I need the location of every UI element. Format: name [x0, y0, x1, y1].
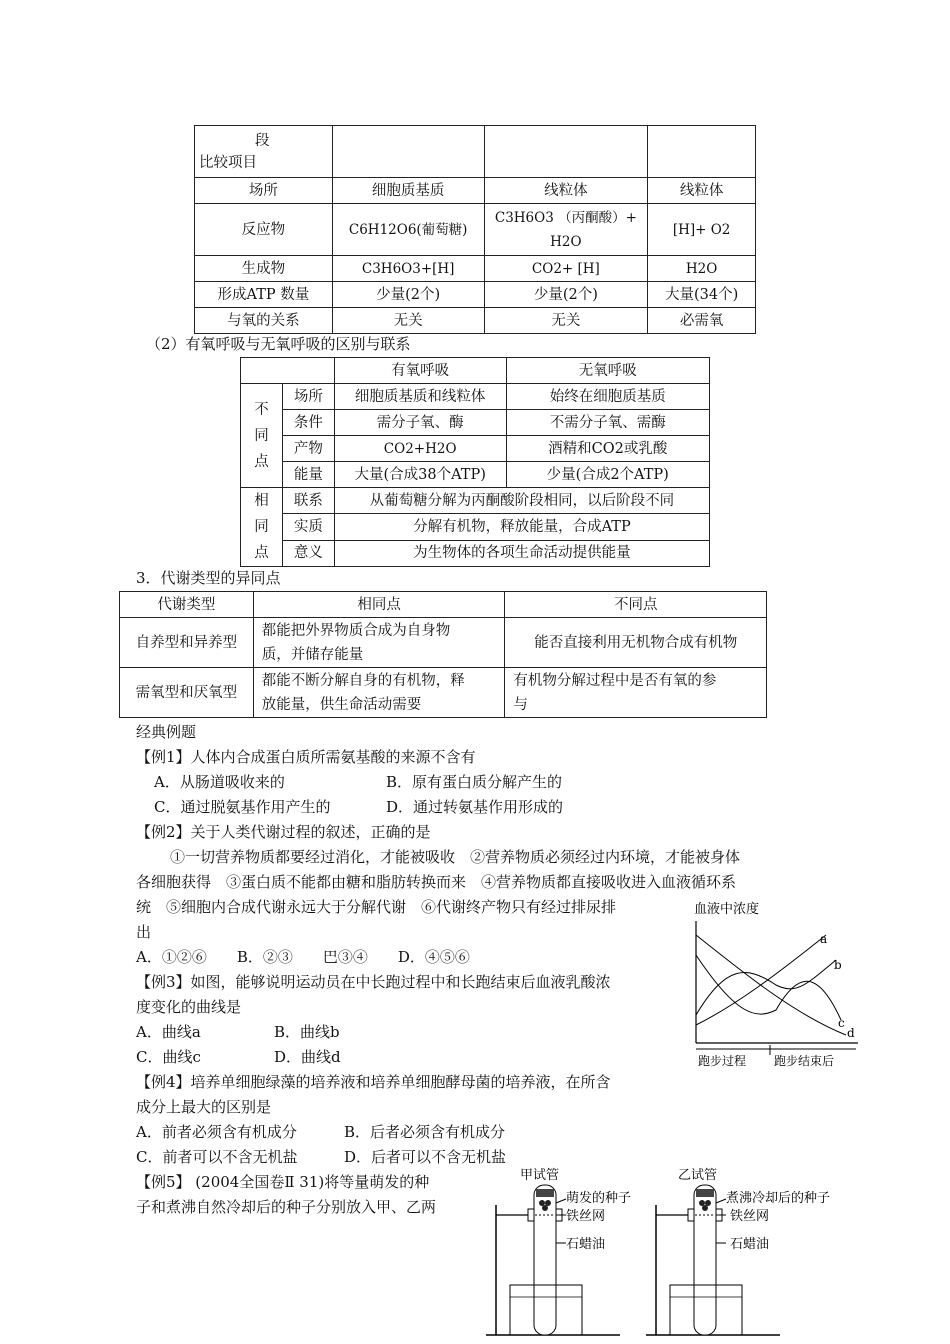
example1-question: 【例1】人体内合成蛋白质所需氨基酸的来源不含有 [136, 748, 476, 766]
row-label: 产物 [282, 436, 334, 462]
example3-option-c: C．曲线c [136, 1048, 201, 1066]
example4-line1: 【例4】培养单细胞绿藻的培养液和培养单细胞酵母菌的培养液，在所含 [136, 1073, 611, 1091]
table-cell: 不需分子氧、需酶 [506, 410, 709, 436]
example1-option-b: B．原有蛋白质分解产生的 [386, 773, 563, 791]
table-row [241, 540, 710, 566]
tube-left-mesh-label: 铁丝网 [566, 1209, 606, 1224]
example2-line3: 统 ⑤细胞内合成代谢永远大于分解代谢 ⑥代谢终产物只有经过排尿排 [136, 898, 617, 916]
example5-line2: 子和煮沸自然冷却后的种子分别放入甲、乙两 [136, 1198, 437, 1216]
table-corner-cell [195, 126, 333, 178]
seed [705, 1200, 711, 1206]
row-label: 条件 [282, 410, 334, 436]
example5-line1: 【例5】 (2004全国卷Ⅱ 31)将等量萌发的种 [136, 1173, 430, 1191]
table-row [241, 514, 710, 540]
corner-top-label: 段 [255, 132, 270, 149]
x-label-after: 跑步结束后 [774, 1054, 835, 1068]
example1-option-d: D．通过转氨基作用形成的 [386, 798, 564, 816]
table-row [195, 308, 756, 334]
header-aerobic: 有氧呼吸 [334, 358, 506, 384]
table-cell: 细胞质基质 [332, 178, 484, 204]
tube-right-oil-label: 石蜡油 [730, 1237, 770, 1252]
table-cell: 线粒体 [484, 178, 648, 204]
table-cell: 细胞质基质和线粒体 [334, 384, 506, 410]
header-cell: 相同点 [253, 592, 505, 618]
example4-option-a: A．前者必须含有机成分 [136, 1123, 297, 1141]
row-label: 意义 [282, 540, 334, 566]
metabolism-type-table [119, 591, 767, 718]
table-row [241, 384, 710, 410]
cell-line: 都能不断分解自身的有机物，释 [261, 672, 465, 689]
leader-seed [556, 1199, 566, 1203]
curve-a [696, 935, 826, 1025]
table-cell: 始终在细胞质基质 [506, 384, 709, 410]
row-label: 需氧型和厌氧型 [120, 668, 254, 718]
curve-b [696, 960, 836, 1015]
curve-label-d: d [847, 1026, 855, 1040]
table-cell: 从葡萄糖分解为丙酮酸阶段相同，以后阶段不同 [334, 488, 709, 514]
example1-option-c: C．通过脱氨基作用产生的 [154, 798, 331, 816]
curve-label-c: c [838, 1016, 845, 1030]
group-char: 点 [254, 453, 269, 470]
table-cell: 大量(合成38个ATP) [334, 462, 506, 488]
table-row [120, 618, 767, 668]
cell-line: H2O [550, 233, 582, 250]
table-cell: C6H12O6(葡萄糖) [332, 204, 484, 256]
row-label: 与氧的关系 [195, 308, 333, 334]
example3-option-a: A．曲线a [136, 1023, 201, 1041]
test-tube-diagrams [480, 1165, 880, 1340]
example4-option-d: D．后者可以不含无机盐 [344, 1148, 507, 1166]
aerobic-anaerobic-table [240, 357, 710, 567]
example4-option-c: C．前者可以不含无机盐 [136, 1148, 298, 1166]
tube-right-title: 乙试管 [678, 1168, 718, 1183]
table-row [241, 436, 710, 462]
table-row [241, 462, 710, 488]
tube-stopper [696, 1189, 714, 1197]
seed [539, 1200, 545, 1206]
table-cell: 大量(34个) [648, 282, 756, 308]
table-cell: CO2+ [H] [484, 256, 648, 282]
seed [545, 1200, 551, 1206]
header-anaerobic: 无氧呼吸 [506, 358, 709, 384]
table-cell: 酒精和CO2或乳酸 [506, 436, 709, 462]
curve-label-a: a [820, 932, 828, 946]
curve-c [696, 955, 841, 1020]
group-same-label [241, 488, 283, 567]
row-label: 形成ATP 数量 [195, 282, 333, 308]
table-cell: [H]+ O2 [648, 204, 756, 256]
table-cell: 需分子氧、酶 [334, 410, 506, 436]
example2-line1: ①一切营养物质都要经过消化，才能被吸收 ②营养物质必须经过内环境，才能被身体 [170, 848, 741, 866]
example3-line1: 【例3】如图，能够说明运动员在中长跑过程中和长跑结束后血液乳酸浓 [136, 973, 611, 991]
row-label: 联系 [282, 488, 334, 514]
cell-line: 有机物分解过程中是否有氧的参 [513, 672, 717, 689]
table-row [195, 204, 756, 256]
section2-title: （2）有氧呼吸与无氧呼吸的区别与联系 [146, 335, 411, 353]
table-cell [505, 668, 767, 718]
table-cell: 分解有机物，释放能量，合成ATP [334, 514, 709, 540]
table-cell: 少量(合成2个ATP) [506, 462, 709, 488]
table-cell: 必需氧 [648, 308, 756, 334]
table-cell: 为生物体的各项生命活动提供能量 [334, 540, 709, 566]
cell-line: 质，并储存能量 [261, 646, 364, 663]
table-cell: CO2+H2O [334, 436, 506, 462]
stage2-header [484, 126, 648, 178]
cell-line: 放能量，供生命活动需要 [261, 696, 422, 713]
cell-line: C3H6O3 （丙酮酸）+ [494, 209, 637, 226]
row-label: 能量 [282, 462, 334, 488]
example3-line2: 度变化的曲线是 [136, 998, 242, 1016]
group-char: 点 [254, 545, 269, 561]
tube-left-oil-label: 石蜡油 [566, 1237, 606, 1252]
leader-seed [716, 1199, 726, 1203]
tube-right [646, 1168, 830, 1335]
lactic-acid-graph [686, 895, 866, 1075]
example2-line2: 各细胞获得 ③蛋白质不能都由糖和脂肪转换而来 ④营养物质都直接吸收进入血液循环系 [136, 873, 737, 891]
stage1-header [332, 126, 484, 178]
table-cell [484, 204, 648, 256]
example2-options: A．①②⑥ B．②③ 巴③④ D．④⑤⑥ [136, 948, 470, 966]
tube-right-seed-label: 煮沸冷却后的种子 [726, 1191, 831, 1206]
tube-right-mesh-label: 铁丝网 [730, 1209, 770, 1224]
row-label: 生成物 [195, 256, 333, 282]
row-label: 自养型和异养型 [120, 618, 254, 668]
cell-line: 与 [513, 696, 528, 713]
table-cell [253, 618, 505, 668]
header-cell: 不同点 [505, 592, 767, 618]
table-row [195, 178, 756, 204]
table-cell [253, 668, 505, 718]
table-row [195, 256, 756, 282]
table-cell: 无关 [484, 308, 648, 334]
table-cell: H2O [648, 256, 756, 282]
table-cell: C3H6O3+[H] [332, 256, 484, 282]
group-char: 相 [254, 493, 269, 509]
group-diff-label [241, 384, 283, 488]
table-cell: 无关 [332, 308, 484, 334]
row-label: 反应物 [195, 204, 333, 256]
corner-bottom-label: 比较项目 [199, 154, 257, 171]
example2-question: 【例2】关于人类代谢过程的叙述，正确的是 [136, 823, 431, 841]
seed [699, 1200, 705, 1206]
example3-option-b: B．曲线b [274, 1023, 340, 1041]
example4-line2: 成分上最大的区别是 [136, 1098, 272, 1116]
tube-stopper [536, 1189, 554, 1197]
table-cell: 少量(2个) [484, 282, 648, 308]
section3-title: 3．代谢类型的异同点 [136, 569, 281, 587]
table-cell: 线粒体 [648, 178, 756, 204]
table-row [241, 410, 710, 436]
table-row [195, 282, 756, 308]
respiration-stage-table [194, 125, 756, 334]
row-label: 实质 [282, 514, 334, 540]
table-cell: 少量(2个) [332, 282, 484, 308]
row-label: 场所 [282, 384, 334, 410]
tube-left [486, 1168, 631, 1335]
x-label-running: 跑步过程 [698, 1054, 747, 1068]
seed [702, 1205, 708, 1211]
table-row [241, 488, 710, 514]
group-char: 不 [254, 401, 269, 418]
stage3-header [648, 126, 756, 178]
example2-line4: 出 [136, 923, 152, 941]
seed [542, 1205, 548, 1211]
curve-label-b: b [834, 958, 842, 972]
blank-corner [241, 358, 335, 384]
example1-option-a: A．从肠道吸收来的 [154, 773, 285, 791]
table-cell: 能否直接利用无机物合成有机物 [505, 618, 767, 668]
group-char: 同 [254, 427, 269, 444]
header-cell: 代谢类型 [120, 592, 254, 618]
example4-option-b: B．后者必须含有机成分 [344, 1123, 506, 1141]
example3-option-d: D．曲线d [274, 1048, 341, 1066]
table-row [120, 668, 767, 718]
classic-examples-heading: 经典例题 [136, 723, 197, 741]
tube-left-seed-label: 萌发的种子 [566, 1191, 632, 1206]
graph-ylabel: 血液中浓度 [694, 902, 760, 917]
group-char: 同 [254, 519, 269, 535]
cell-line: 都能把外界物质合成为自身物 [261, 622, 451, 639]
tube-left-title: 甲试管 [520, 1168, 560, 1183]
row-label: 场所 [195, 178, 333, 204]
